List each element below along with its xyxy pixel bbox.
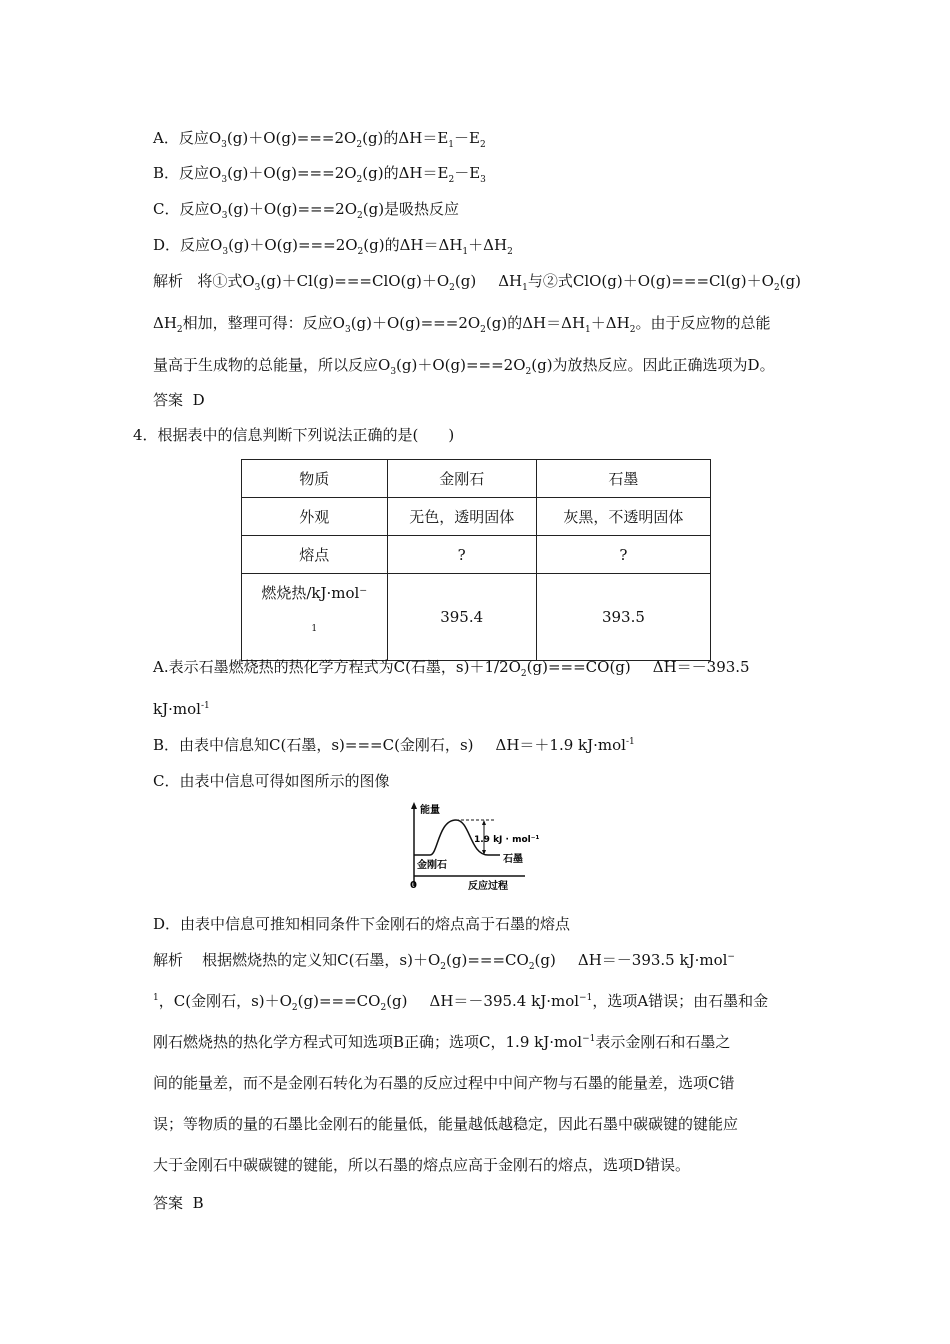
table-cell: 灰黑，不透明固体 — [536, 498, 710, 536]
table-cell: 熔点 — [242, 536, 388, 574]
q4-analysis-line-3: 刚石燃烧热的热化学方程式可知选项B正确；选项C，1.9 kJ·mol$^{-1}$表示金刚石和石墨之 — [153, 1033, 731, 1051]
gap-label: 1.9 kJ · mol⁻¹ — [474, 835, 540, 845]
q4-analysis-line-2: $^1$，C(金刚石，$s)+O_2(g)===CO_2(g)$ ΔH＝－395.4 kJ·mol$^{-1}$，选项A错误；由石墨和金 — [153, 992, 769, 1013]
table-cell: 395.4 — [387, 574, 536, 661]
q4-analysis-line-4: 间的能量差，而不是金刚石转化为石墨的反应过程中中间产物与石墨的能量差，选项C错 — [153, 1074, 735, 1092]
q3-option-d: D．反应$O_3(g)+O(g)===2O_2(g)$的$\Delta H=\Delta H_1+\Delta H_2$ — [153, 236, 513, 257]
q4-option-b: B．由表中信息知C(石墨，s)===C(金刚石，s) ΔH＝＋1.9 kJ·mol$^{-1}$ — [153, 736, 635, 754]
q3-answer: 答案 D — [153, 391, 205, 409]
table-cell-heat-label: 燃烧热/kJ·mol⁻ 1 — [242, 574, 388, 661]
q3-analysis-line-3: 量高于生成物的总能量，所以反应$O_3(g)+O(g)===2O_2(g)$为放热反应。因此正确选项为D。 — [153, 356, 775, 377]
x-axis-label: 反应过程 — [468, 881, 508, 892]
graphite-label: 石墨 — [503, 854, 523, 865]
q4-option-d: D．由表中信息可推知相同条件下金刚石的熔点高于石墨的熔点 — [153, 915, 571, 933]
q3-option-c: C．反应$O_3(g)+O(g)===2O_2(g)$是吸热反应 — [153, 200, 460, 221]
table-header: 石墨 — [536, 460, 710, 498]
q4-option-c: C．由表中信息可得如图所示的图像 — [153, 772, 390, 790]
q4-answer: 答案 B — [153, 1194, 204, 1212]
gap-arrow-up-icon — [482, 820, 486, 825]
table-cell: ? — [536, 536, 710, 574]
q3-analysis-line-2: $\Delta H_2$相加，整理可得：反应$O_3(g)+O(g)===2O_2(g)$的$\Delta H=\Delta H_1+\Delta H_2$。由于反应物的总能 — [153, 314, 771, 335]
q3-option-b: B．反应$O_3(g)+O(g)===2O_2(g)$的$\Delta H=E_2-E_3$ — [153, 164, 486, 185]
table-cell: 无色，透明固体 — [387, 498, 536, 536]
origin-label: 0 — [410, 880, 417, 891]
energy-diagram — [400, 800, 550, 892]
table-header: 金刚石 — [387, 460, 536, 498]
q4-analysis-line-1: 解析 根据燃烧热的定义知C(石墨，$s)+O_2(g)===CO_2(g)$ ΔH＝－393.5 kJ·mol− — [153, 951, 735, 972]
table-cell: 外观 — [242, 498, 388, 536]
y-axis-label: 能量 — [420, 805, 440, 816]
table-header: 物质 — [242, 460, 388, 498]
q3-analysis-line-1: 解析 将①式$O_3(g)+Cl(g)===ClO(g)+O_2(g)$ $\Delta H_1$与②式$ClO(g)+O(g)===Cl(g)+O_2(g)$ — [153, 272, 801, 293]
q4-option-a-line-2: kJ·mol$^{-1}$ — [153, 700, 210, 718]
table-cell: 393.5 — [536, 574, 710, 661]
q4-analysis-line-5: 误；等物质的量的石墨比金刚石的能量低，能量越低越稳定，因此石墨中碳碳键的键能应 — [153, 1115, 739, 1133]
q4-stem: 4．根据表中的信息判断下列说法正确的是( ) — [133, 426, 455, 444]
q3-option-a: A．反应$O_3(g)+O(g)===2O_2(g)$的$\Delta H=E_1-E_2$ — [153, 129, 486, 150]
q4-option-a-line-1: A.表示石墨燃烧热的热化学方程式为C(石墨，$s)+1/2O_2(g)===CO(g)$ ΔH＝－393.5 — [153, 658, 750, 679]
diamond-label: 金刚石 — [417, 860, 447, 871]
q4-analysis-line-6: 大于金刚石中碳碳键的键能，所以石墨的熔点应高于金刚石的熔点，选项D错误。 — [153, 1156, 691, 1174]
y-axis-arrow-icon — [411, 802, 417, 809]
table-cell: ? — [387, 536, 536, 574]
q4-info-table — [241, 459, 711, 661]
